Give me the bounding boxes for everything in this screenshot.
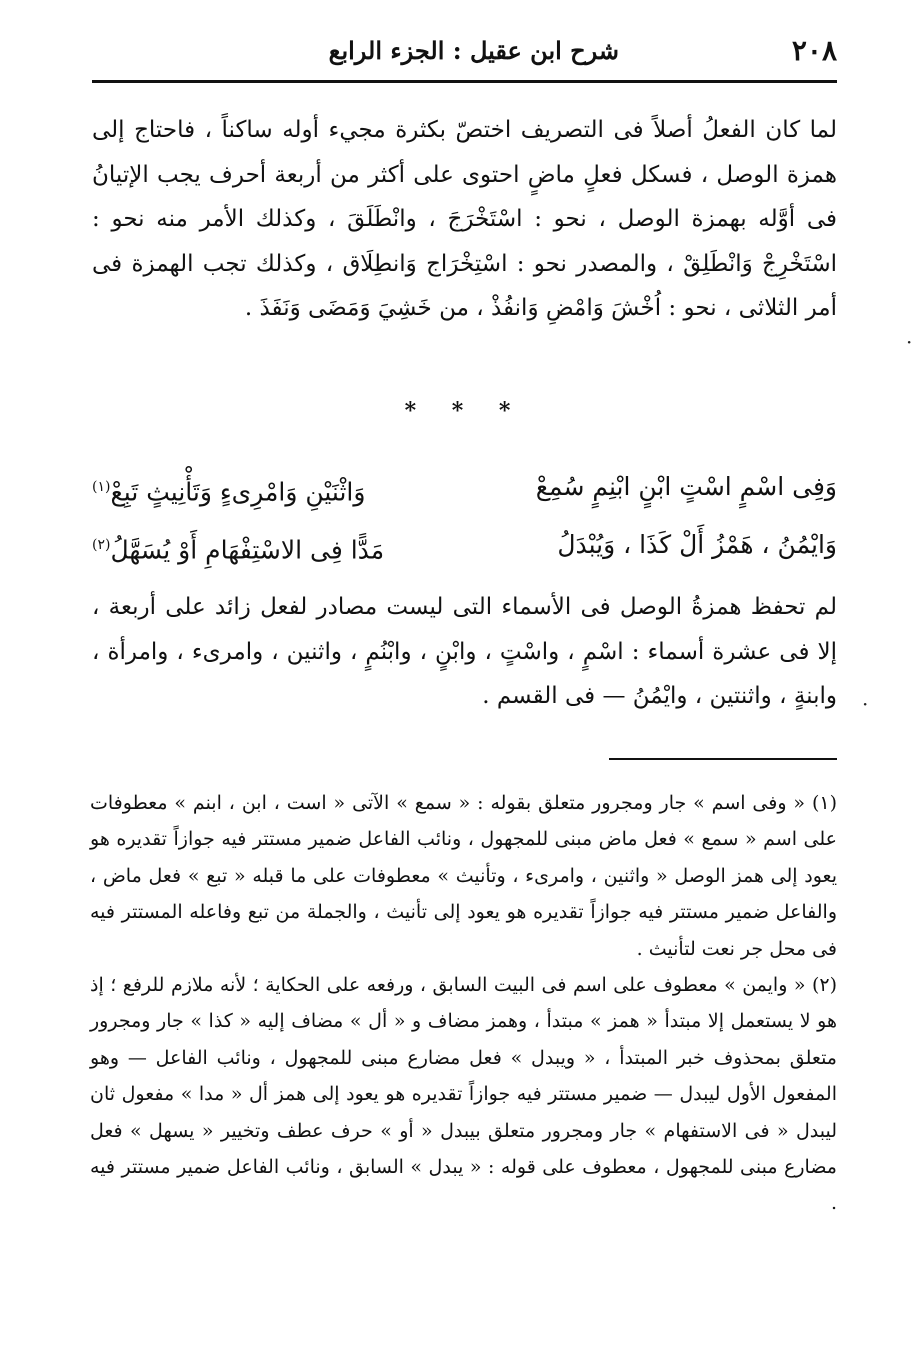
footnote-marker: (١)	[92, 479, 111, 495]
verse-hemistich-text: وَاثْنَيْنِ وَامْرِىءٍ وَتَأْنِيثٍ تَبِعْ	[110, 477, 366, 507]
explanation-text: لم تحفظ همزةُ الوصل فى الأسماء التى ليست مصادر لفعل زائد على أربعة ، إلا فى عشرة أسماء : اسْمٍ ، واسْتٍ ، وابْنٍ ، وابْنُمٍ ، واثنين ، وامرىء ، وامرأة ، وابنةٍ ، واثنتين ، وايْمُنُ — فى القسم .	[92, 594, 837, 709]
verse-hemistich-text: مَدًّا فِى الاسْتِفْهَامِ أَوْ يُسَهَّلُ	[110, 535, 385, 565]
verse-line	[92, 458, 837, 516]
margin-dot: ·	[906, 330, 913, 354]
explanation-paragraph	[92, 585, 837, 719]
page-number: ٢٠٨	[791, 34, 837, 67]
footnote: (٢) « وايمن » معطوف على اسم فى البيت السابق ، ورفعه على الحكاية ؛ لأنه ملازم للرفع ؛ إذ هو لا يستعمل إلا مبتدأ « همز » مبتدأ ، وهمز مضاف و « أل » مضاف إليه « كذا » جار ومجرور متعلق بمحذوف خبر المبتدأ ، « ويبدل » فعل مضارع مبنى للمجهول ، ونائب الفاعل — وهو المفعول الأول ليبدل — ضمير مستتر فيه جوازاً تقديره هو يعود إلى همز أل « مدا » مفعول ثان ليبدل « فى الاستفهام » جار ومجرور متعلق بيبدل « أو » حرف عطف وتخيير « يسهل » فعل مضارع مبنى للمجهول ، معطوف على قوله : « يبدل » السابق ، ونائب الفاعل ضمير مستتر فيه .	[90, 974, 837, 1215]
section-separator: * * *	[404, 398, 525, 424]
verse-block	[92, 458, 837, 574]
verse-first-hemistich: وَفِى اسْمٍ اسْتٍ ابْنٍ ابْنِمٍ سُمِعْ	[535, 472, 837, 501]
margin-dot: ·	[862, 692, 869, 716]
footnote-marker: (٢)	[92, 537, 111, 553]
main-paragraph	[92, 108, 837, 331]
verse-first-hemistich: وَايْمُنُ ، هَمْزُ أَلْ كَذَا ، وَيُبْدَلُ	[557, 530, 837, 559]
footnotes	[90, 785, 837, 1222]
verse-second-hemistich	[92, 458, 365, 521]
running-title: شرح ابن عقيل : الجزء الرابع	[328, 36, 619, 65]
footnote-rule	[609, 758, 837, 760]
page-header	[92, 28, 837, 78]
header-rule	[92, 80, 837, 83]
verse-line	[92, 516, 837, 574]
verse-second-hemistich	[92, 516, 384, 579]
footnote: (١) « وفى اسم » جار ومجرور متعلق بقوله : « سمع » الآتى « است ، ابن ، ابنم » معطوفات على اسم « سمع » فعل ماض مبنى للمجهول ، ونائب الفاعل ضمير مستتر فيه جوازاً تقديره هو يعود إلى همز الوصل « واثنين ، وامرىء ، وتأنيث » معطوفات على ما قبله « تبع » فعل ماض ، والفاعل ضمير مستتر فيه جوازاً تقديره هو يعود إلى تأنيث ، والجملة من تبع وفاعله المستتر فيه فى محل جر نعت لتأنيث .	[90, 792, 837, 960]
paragraph-text: لما كان الفعلُ أصلاً فى التصريف اختصّ بكثرة مجيء أوله ساكناً ، فاحتاج إلى همزة الوصل ، فسكل فعلٍ ماضٍ احتوى على أكثر من أربعة أحرف يجب الإتيانُ فى أوَّله بهمزة الوصل ، نحو : اسْتَخْرَجَ ، وانْطَلَقَ ، وكذلك الأمر منه نحو : اسْتَخْرِجْ وَانْطَلِقْ ، والمصدر نحو : اسْتِخْرَاج وَانطِلَاق ، وكذلك تجب الهمزة فى أمر الثلاثى ، نحو : اُخْشَ وَامْضِ وَانفُذْ ، من خَشِيَ وَمَضَى وَنَفَذَ .	[92, 117, 837, 321]
